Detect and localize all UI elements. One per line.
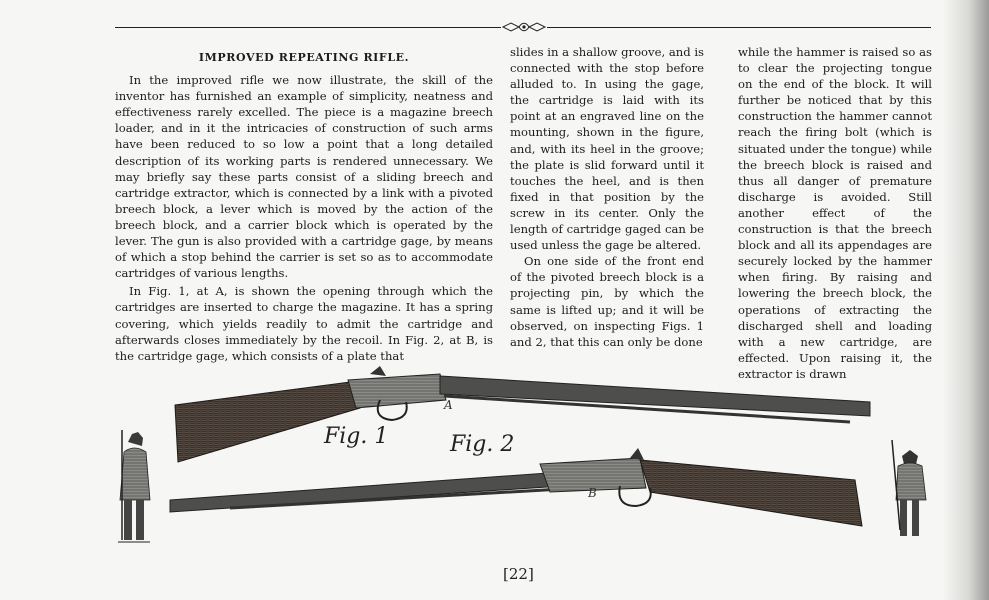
paragraph: In the improved rifle we now illustrate, the skill of the inventor has furnished an example of simplicity, neatness and effectiveness rarely excelled. The piece is a magazine breech loader, and in it the intricacies of construction of such arms have been reduced to so low a point that a long detailed description of its working parts is rendered unnecessary. We may briefly say these parts consist of a sliding breech and cartridge extractor, which is connected by a link with a pivoted breech block, a lever which is moved by the action of the breech block, and a carrier block which is operated by the lever. The gun is also provided with a cartridge gage, by means of which a stop behind the carrier is set so as to accommodate cartridges of various lengths. [115, 73, 493, 281]
rifle-fig2 [170, 448, 862, 526]
part-b-label: B [588, 486, 597, 500]
fig2-label: Fig. 2 [450, 432, 515, 457]
paragraph: On one side of the front end of the pivoted breech block is a projecting pin, by which the same is lifted up; and it will be observed, on inspecting Figs. 1 and 2, that this can only be done [510, 254, 704, 349]
header-ornament-icon [501, 20, 547, 34]
text-column-3 [738, 44, 932, 382]
rifle-fig1 [175, 366, 870, 462]
page-number: [22] [503, 565, 534, 583]
paragraph: while the hammer is raised so as to clear the projecting tongue on the end of the block. It will further be noticed that by this construction the hammer cannot reach the firing bolt (which is situated under the tongue) while the breech block is raised and thus all danger of premature discharge is avoided. Still another effect of the construction is that the breech block and all its appendages are securely locked by the hammer when firing. By raising and lowering the breech block, the operations of extracting the discharged shell and loading with a new cartridge, are effected. Upon raising it, the extractor is drawn [738, 45, 932, 381]
header-rule-left [115, 27, 501, 28]
soldier-left-icon [118, 430, 150, 542]
paragraph: In Fig. 1, at A, is shown the opening through which the cartridges are inserted to charge the magazine. It has a spring covering, which yields readily to admit the cartridge and afterwards closes immediately by the recoil. In Fig. 2, at B, is the cartridge gage, which consists of a plate that [115, 284, 493, 363]
part-a-label: A [444, 398, 453, 412]
article-title: IMPROVED REPEATING RIFLE. [198, 51, 410, 64]
soldier-right-icon [892, 440, 926, 536]
page-binding-shadow [943, 0, 989, 600]
rifle-engraving [110, 360, 940, 560]
rifle-illustration [110, 360, 940, 560]
text-column-2 [510, 44, 704, 350]
text-column-1 [115, 50, 493, 364]
fig1-label: Fig. 1 [324, 424, 389, 449]
header-rule-right [547, 27, 931, 28]
paragraph: slides in a shallow groove, and is connected with the stop before alluded to. In using the gage, the cartridge is laid with its point at an engraved line on the mounting, shown in the figure, and, with its heel in the groove; the plate is slid forward until it touches the heel, and is then fixed in that position by the screw in its center. Only the length of cartridge gaged can be used unless the gage be altered. [510, 45, 704, 253]
